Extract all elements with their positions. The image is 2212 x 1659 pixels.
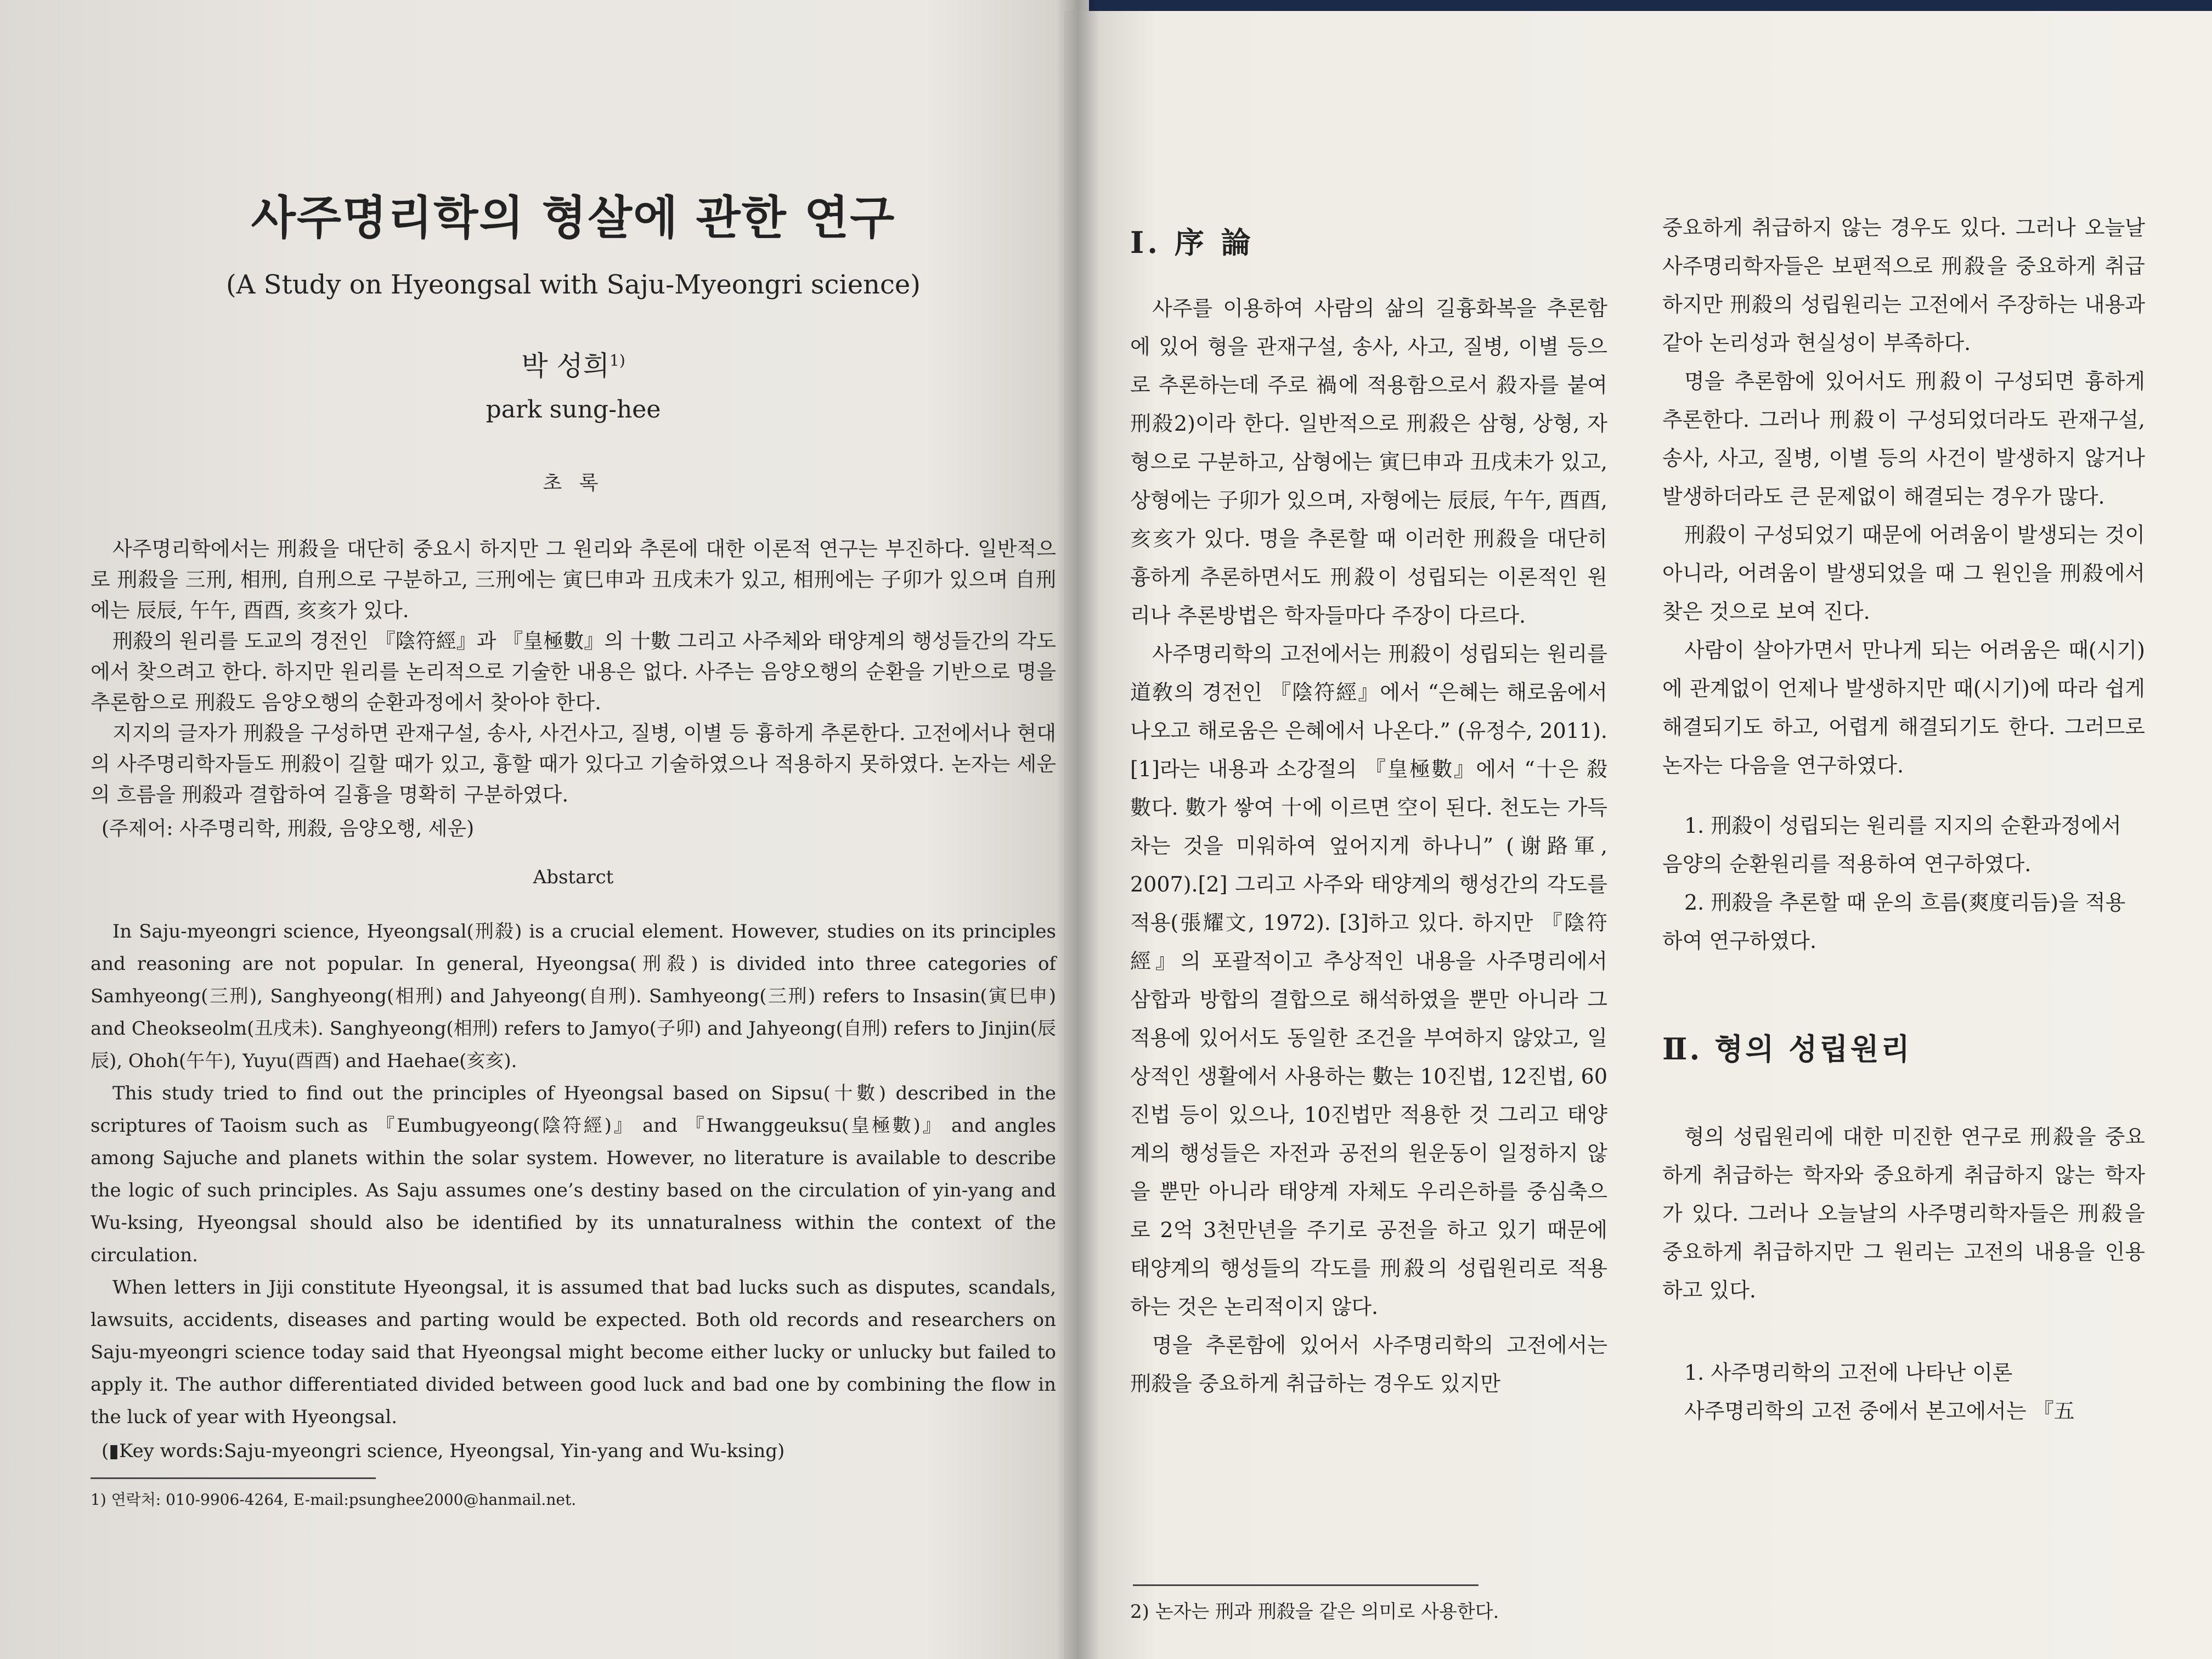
korean-abstract-paragraph: 사주명리학에서는 刑殺을 대단히 중요시 하지만 그 원리와 추론에 대한 이론적 연구는 부진하다. 일반적으로 刑殺을 三刑, 相刑, 自刑으로 구분하고, 三刑에는 寅巳申과 丑戌未가 있고, 相刑에는 子卯가 있으며 自刑에는 辰辰, 午午, 酉酉, 亥亥가 있다.	[91, 537, 1056, 622]
body-paragraph: 사주를 이용하여 사람의 삶의 길흉화복을 추론함에 있어 형을 관재구설, 송사, 사고, 질병, 이별 등으로 추론하는데 주로 禍에 적용함으로서 殺자를 붙여 刑殺2)이라 한다. 일반적으로 刑殺은 삼형, 상형, 자형으로 구분하고, 삼형에는 寅巳申과 丑戌未가 있고, 상형에는 子卯가 있으며, 자형에는 辰辰, 午午, 酉酉, 亥亥가 있다. 명을 추론할 때 이러한 刑殺을 대단히 흉하게 추론하면서도 刑殺이 성립되는 이론적인 원리나 추론방법은 학자들마다 주장이 다르다.	[1130, 296, 1607, 628]
author-footnote-marker: 1)	[610, 351, 625, 370]
right-column-2	[1662, 208, 2145, 1430]
right-page	[1064, 11, 2212, 1659]
footnote-2: 2) 논자는 刑과 刑殺을 같은 의미로 사용한다.	[1130, 1601, 1499, 1623]
author-korean-name: 박 성희	[521, 350, 610, 382]
subsection-heading: 1. 사주명리학의 고전에 나타난 이론	[1684, 1361, 2013, 1385]
english-abstract-paragraph: When letters in Jiji constitute Hyeongsal, it is assumed that bad lucks such as disputes, scandals, lawsuits, accidents, diseases and parting would be expected. Both old records and researchers on Saju-myeongri science today said that Hyeongsal might become either lucky or unlucky but failed to apply it. The author differentiated divided between good luck and bad one by combining the flow in the luck of year with Hyeongsal.	[91, 1277, 1056, 1428]
english-abstract-paragraph: In Saju-myeongri science, Hyeongsal(刑殺) is a crucial element. However, studies on its principles and reasoning are not popular. In general, Hyeongsa(刑殺) is divided into three categories of Samhyeong(三刑), Sanghyeong(相刑) and Jahyeong(自刑). Samhyeong(三刑) refers to Insasin(寅巳申) and Cheokseolm(丑戌未). Sanghyeong(相刑) refers to Jamyo(子卯) and Jahyeong(自刑) refers to Jinjin(辰辰), Ohoh(午午), Yuyu(酉酉) and Haehae(亥亥).	[91, 921, 1056, 1072]
list-item: 2. 刑殺을 추론할 때 운의 흐름(爽度리듬)을 적용하여 연구하였다.	[1662, 890, 2126, 953]
body-paragraph: 사주명리학의 고전 중에서 본고에서는 『五	[1684, 1399, 2075, 1423]
korean-abstract-paragraph: 지지의 글자가 刑殺을 구성하면 관재구설, 송사, 사건사고, 질병, 이별 등 흉하게 추론한다. 고전에서나 현대의 사주명리학자들도 刑殺이 길할 때가 있고, 흉할 때가 있다고 기술하였으나 적용하지 못하였다. 논자는 세운의 흐름을 刑殺과 결합하여 길흉을 명확히 구분하였다.	[91, 721, 1056, 806]
body-paragraph: 사주명리학의 고전에서는 刑殺이 성립되는 원리를 道敎의 경전인 『陰符經』에서 “은혜는 해로움에서 나오고 해로움은 은혜에서 나온다.” (유정수, 2011).[1]라는 내용과 소강절의 『皇極數』에서 “十은 殺數다. 數가 쌓여 十에 이르면 空이 된다. 천도는 가득 차는 것을 미워하여 엎어지게 하나니” (谢路軍, 2007).[2] 그리고 사주와 태양계의 행성간의 각도를 적용(張耀文, 1972). [3]하고 있다. 하지만 『陰符經』의 포괄적이고 추상적인 내용을 사주명리에서 삼합과 방합의 결합으로 해석하였을 뿐만 아니라 그 적용에 있어서도 동일한 조건을 부여하지 않았고, 일상적인 생활에서 사용하는 數는 10진법, 12진법, 60진법 등이 있으나, 10진법만 적용한 것 그리고 태양계의 행성들은 자전과 공전의 원운동이 일정하지 않을 뿐만 아니라 태양계 자체도 우리은하를 중심축으로 2억 3천만년을 주기로 공전을 하고 있기 때문에 태양계의 행성들의 각도를 刑殺의 성립원리로 적용하는 것은 논리적이지 않다.	[1130, 642, 1607, 1319]
english-abstract-heading: Abstarct	[533, 866, 614, 888]
english-keywords: (▮Key words:Saju-myeongri science, Hyeongsal, Yin-yang and Wu-ksing)	[101, 1440, 785, 1462]
footnote-rule	[1133, 1584, 1479, 1586]
footnote-contact: 1) 연락처: 010-9906-4264, E-mail:psunghee2000@hanmail.net.	[91, 1491, 577, 1509]
body-paragraph: 명을 추론함에 있어서 사주명리학의 고전에서는 刑殺을 중요하게 취급하는 경우도 있지만	[1130, 1333, 1607, 1396]
right-column-1	[1130, 198, 1607, 1403]
english-abstract-paragraph: This study tried to find out the principles of Hyeongsal based on Sipsu(十數) described in the scriptures of Taoism such as 『Eumbugyeong(陰符經)』 and 『Hwanggeuksu(皇極數)』 and angles among Sajuche and planets within the solar system. However, no literature is available to describe the logic of such principles. As Saju assumes one’s destiny based on the circulation of yin-yang and Wu-ksing, Hyeongsal should also be identified by its unnaturalness within the context of the circulation.	[91, 1082, 1056, 1266]
paper-title: 사주명리학의 형살에 관한 연구	[251, 190, 896, 245]
list-item: 1. 刑殺이 성립되는 원리를 지지의 순환과정에서 음양의 순환원리를 적용하여 연구하였다.	[1662, 814, 2121, 876]
section-heading-introduction: Ⅰ. 序 論	[1130, 225, 1254, 260]
book-gutter-shadow	[1056, 0, 1100, 1659]
footnote-rule	[91, 1477, 376, 1479]
section-heading-principle: Ⅱ. 형의 성립원리	[1662, 1031, 1912, 1066]
author-korean	[91, 344, 1056, 383]
body-paragraph: 사람이 살아가면서 만나게 되는 어려움은 때(시기)에 관계없이 언제나 발생하지만 때(시기)에 따라 쉽게 해결되기도 하고, 어렵게 해결되기도 한다. 그러므로 논자는 다음을 연구하였다.	[1662, 638, 2145, 777]
korean-abstract-heading: 초 록	[543, 472, 604, 494]
body-paragraph: 중요하게 취급하지 않는 경우도 있다. 그러나 오늘날 사주명리학자들은 보편적으로 刑殺을 중요하게 취급하지만 刑殺의 성립원리는 고전에서 주장하는 내용과 같아 논리성과 현실성이 부족하다.	[1662, 216, 2145, 355]
author-english: park sung-hee	[486, 396, 661, 424]
body-paragraph: 刑殺이 구성되었기 때문에 어려움이 발생되는 것이 아니라, 어려움이 발생되었을 때 그 원인을 刑殺에서 찾은 것으로 보여 진다.	[1662, 523, 2145, 624]
left-page	[0, 0, 1089, 1659]
korean-keywords: (주제어: 사주명리학, 刑殺, 음양오행, 세운)	[101, 817, 475, 840]
body-paragraph: 명을 추론함에 있어서도 刑殺이 구성되면 흉하게 추론한다. 그러나 刑殺이 구성되었더라도 관재구설, 송사, 사고, 질병, 이별 등의 사건이 발생하지 않거나 발생하더라도 큰 문제없이 해결되는 경우가 많다.	[1662, 369, 2145, 509]
korean-abstract-paragraph: 刑殺의 원리를 도교의 경전인 『陰符經』과 『皇極數』의 十數 그리고 사주체와 태양계의 행성들간의 각도에서 찾으려고 한다. 하지만 원리를 논리적으로 기술한 내용은 없다. 사주는 음양오행의 순환을 기반으로 명을 추론함으로 刑殺도 음양오행의 순환과정에서 찾아야 한다.	[91, 629, 1056, 714]
paper-subtitle: (A Study on Hyeongsal with Saju-Myeongri science)	[225, 269, 921, 300]
body-paragraph: 형의 성립원리에 대한 미진한 연구로 刑殺을 중요하게 취급하는 학자와 중요하게 취급하지 않는 학자가 있다. 그러나 오늘날의 사주명리학자들은 刑殺을 중요하게 취급하지만 그 원리는 고전의 내용을 인용하고 있다.	[1662, 1125, 2145, 1302]
